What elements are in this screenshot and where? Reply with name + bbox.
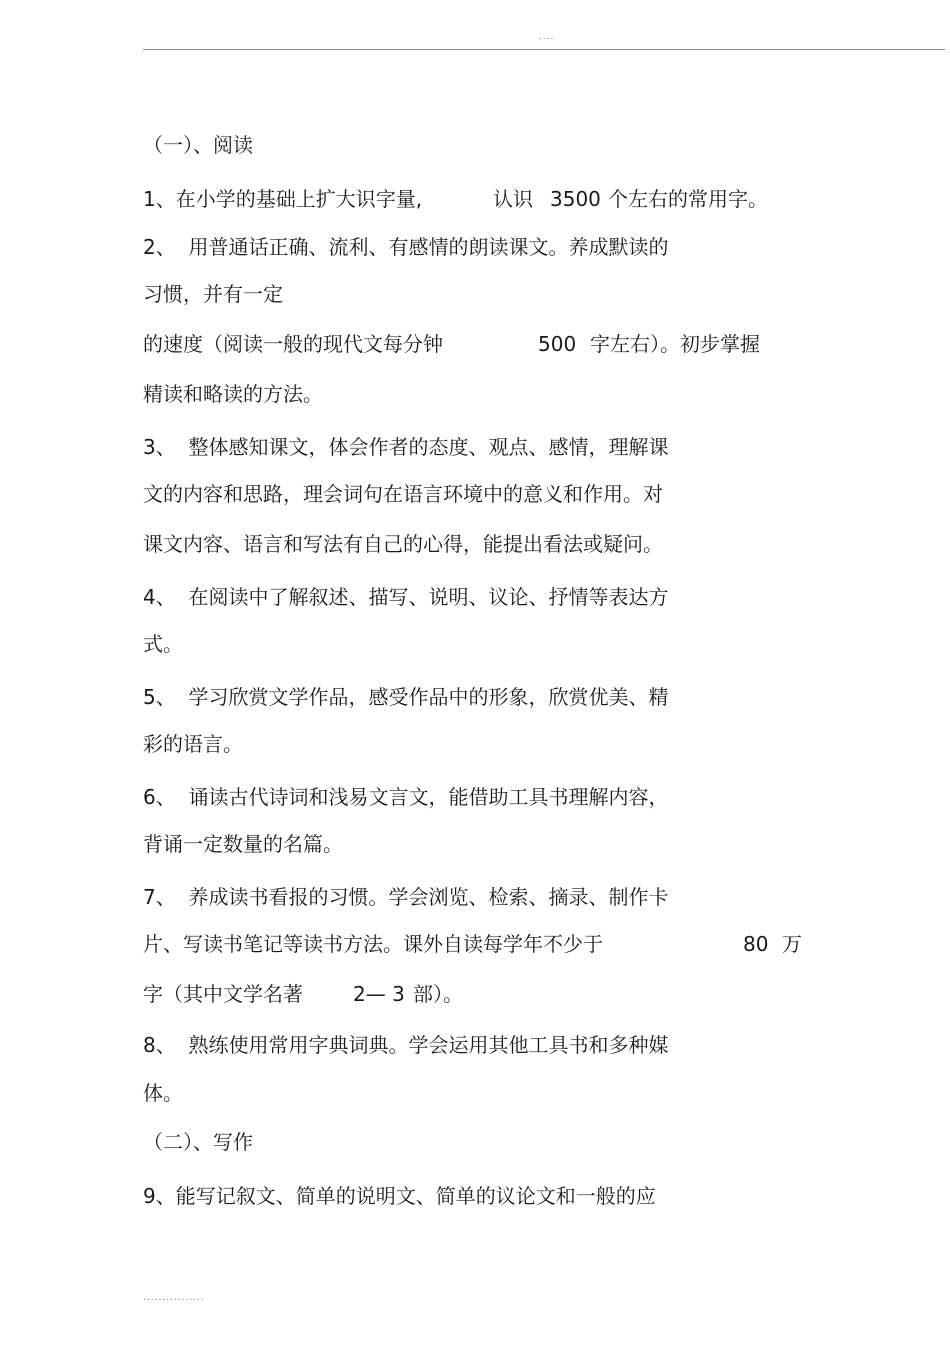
item-6-line-1: 6、 诵读古代诗词和浅易文言文，能借助工具书理解内容， xyxy=(143,785,669,809)
item-9-line-1: 9、能写记叙文、简单的说明文、简单的议论文和一般的应 xyxy=(143,1184,656,1208)
section-heading-reading: （一）、阅读 xyxy=(143,133,253,157)
item-3-line-2: 文的内容和思路，理会词句在语言环境中的意义和作用。对 xyxy=(143,482,663,506)
item-2-line-3: 的速度（阅读一般的现代文每分钟 xyxy=(143,332,443,356)
item-1-text: 1、在小学的基础上扩大识字量, xyxy=(143,187,423,211)
item-7-number: 80 xyxy=(743,932,769,956)
item-8-line-2: 体。 xyxy=(143,1081,183,1105)
item-8-line-1: 8、 熟练使用常用字典词典。学会运用其他工具书和多种媒 xyxy=(143,1033,669,1057)
item-6-line-2: 背诵一定数量的名篇。 xyxy=(143,832,343,856)
item-7-range: 2— 3 xyxy=(353,982,405,1006)
item-7-unit: 万 xyxy=(782,932,802,956)
item-1-tail: 个左右的常用字。 xyxy=(608,187,768,211)
item-2-line-2: 习惯，并有一定 xyxy=(143,282,283,306)
item-3-line-3: 课文内容、语言和写法有自己的心得，能提出看法或疑问。 xyxy=(143,532,663,556)
item-1-word: 认识 xyxy=(493,187,533,211)
item-4-line-1: 4、 在阅读中了解叙述、描写、说明、议论、抒情等表达方 xyxy=(143,585,669,609)
item-7-tail: 部）。 xyxy=(413,982,463,1006)
item-5-line-2: 彩的语言。 xyxy=(143,732,243,756)
item-2-tail: 字左右）。初步掌握 xyxy=(590,332,760,356)
section-heading-writing: （二）、写作 xyxy=(143,1130,253,1154)
item-7-line-2: 片、写读书笔记等读书方法。课外自读每学年不少于 xyxy=(143,932,603,956)
item-2-line-1: 2、 用普通话正确、流利、有感情的朗读课文。养成默读的 xyxy=(143,235,669,259)
item-1-number: 3500 xyxy=(550,187,601,211)
header-mark: .... xyxy=(539,32,555,42)
item-2-line-4: 精读和略读的方法。 xyxy=(143,382,323,406)
item-4-line-2: 式。 xyxy=(143,632,183,656)
header-rule xyxy=(143,49,945,50)
footer-mark: ................ xyxy=(143,1293,205,1303)
item-3-line-1: 3、 整体感知课文，体会作者的态度、观点、感情，理解课 xyxy=(143,435,669,459)
item-5-line-1: 5、 学习欣赏文学作品，感受作品中的形象，欣赏优美、精 xyxy=(143,685,669,709)
item-2-number: 500 xyxy=(538,332,577,356)
item-7-line-1: 7、 养成读书看报的习惯。学会浏览、检索、摘录、制作卡 xyxy=(143,885,669,909)
item-7-line-3: 字（其中文学名著 xyxy=(143,982,303,1006)
